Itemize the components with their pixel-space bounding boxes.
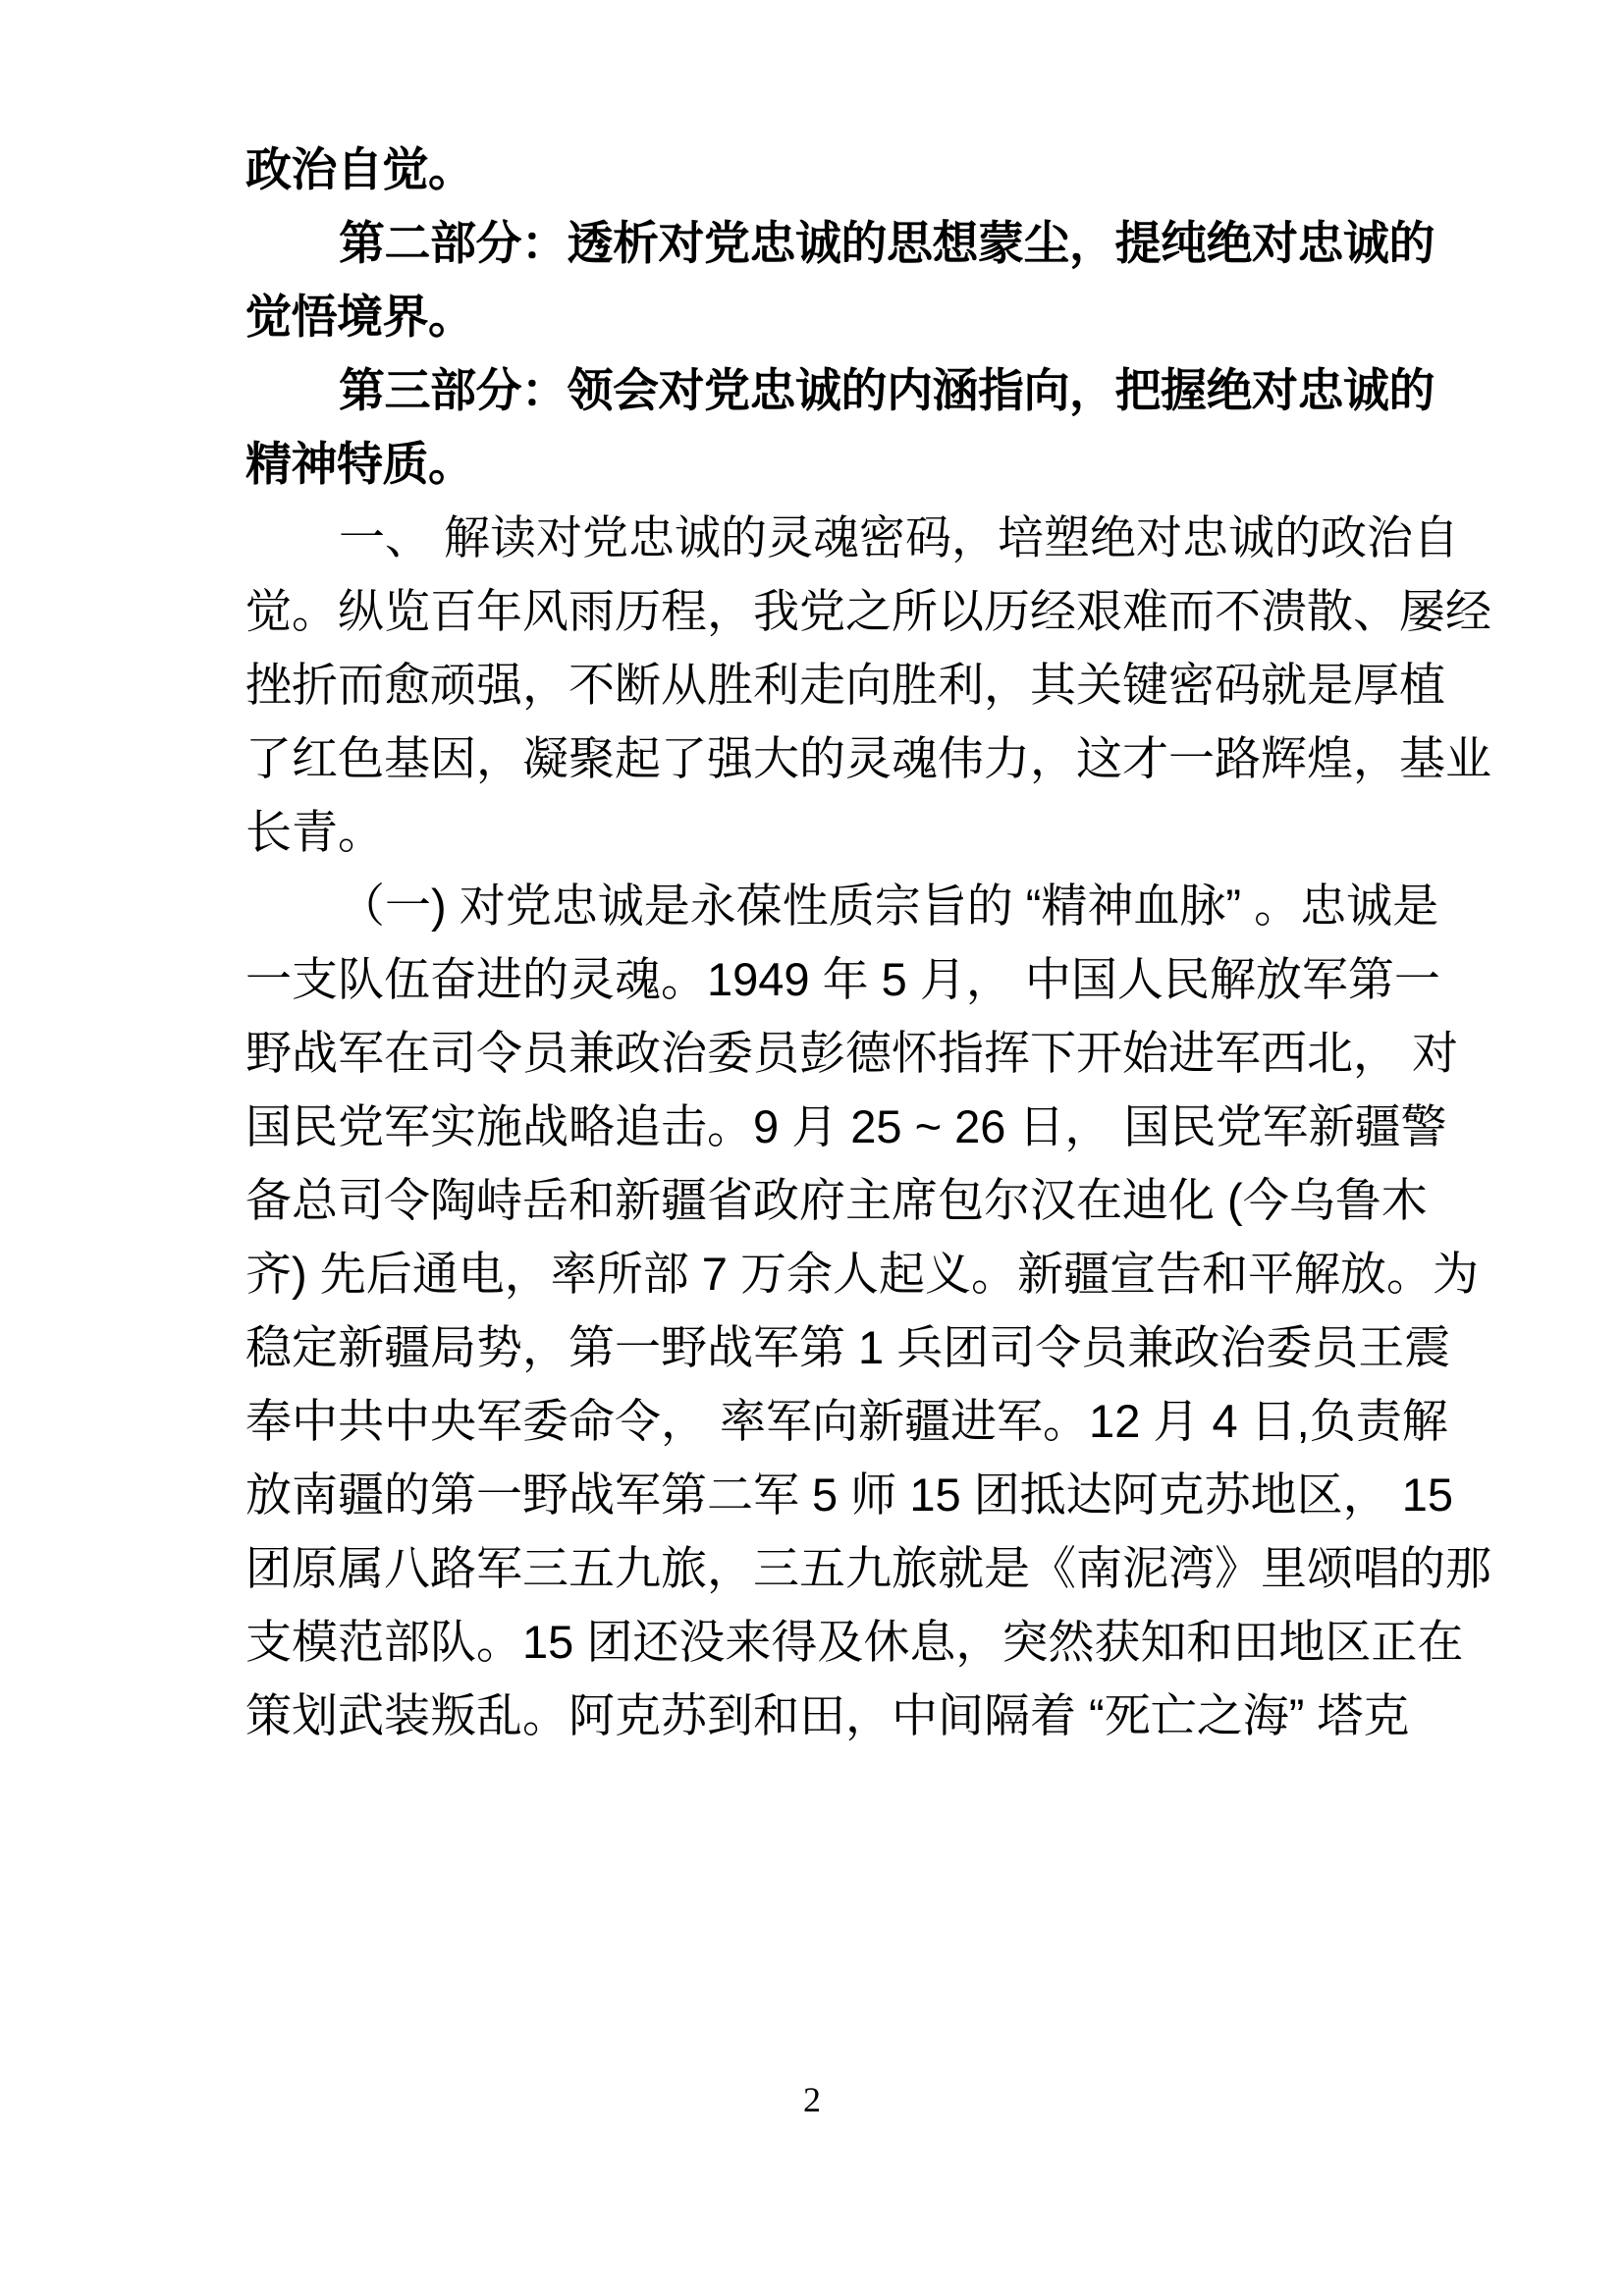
page-number: 2 xyxy=(803,2080,821,2119)
heading-line: 第三部分：领会对党忠诚的内涵指向，把握绝对忠诚的 xyxy=(339,364,1435,416)
body-line: 一支队伍奋进的灵魂。1949 年 5 月， 中国人民解放军第一 xyxy=(245,953,1440,1005)
heading-line: 第二部分：透析对党忠诚的思想蒙尘，提纯绝对忠诚的 xyxy=(339,217,1435,269)
body-line: 了红色基因，凝聚起了强大的灵魂伟力，这才一路辉煌，基业 xyxy=(245,732,1491,784)
body-line: （一) 对党忠诚是永葆性质宗旨的 “精神血脉” 。忠诚是 xyxy=(339,880,1439,932)
heading-line: 精神特质。 xyxy=(245,438,474,490)
heading-line: 政治自觉。 xyxy=(245,143,474,195)
body-line: 齐) 先后通电，率所部 7 万余人起义。新疆宣告和平解放。为 xyxy=(245,1248,1479,1300)
body-line: 长青。 xyxy=(245,806,384,858)
body-line: 备总司令陶峙岳和新疆省政府主席包尔汉在迪化 (今乌鲁木 xyxy=(245,1174,1428,1226)
body-line: 一、 解读对党忠诚的灵魂密码，培塑绝对忠诚的政治自 xyxy=(339,511,1460,563)
document-body xyxy=(245,133,1491,1752)
body-line: 挫折而愈顽强，不断从胜利走向胜利，其关键密码就是厚植 xyxy=(245,659,1445,711)
body-line: 觉。纵览百年风雨历程，我党之所以历经艰难而不溃散、屡经 xyxy=(245,585,1491,637)
heading-line: 觉悟境界。 xyxy=(245,291,474,343)
body-line: 野战军在司令员兼政治委员彭德怀指挥下开始进军西北， 对 xyxy=(245,1027,1459,1079)
body-line: 策划武装叛乱。阿克苏到和田，中间隔着 “死亡之海” 塔克 xyxy=(245,1689,1410,1741)
body-line: 奉中共中央军委命令， 率军向新疆进军。12 月 4 日,负责解 xyxy=(245,1395,1448,1447)
body-line: 放南疆的第一野战军第二军 5 师 15 团抵达阿克苏地区， 15 xyxy=(245,1468,1453,1521)
body-line: 稳定新疆局势，第一野战军第 1 兵团司令员兼政治委员王震 xyxy=(245,1321,1451,1373)
body-line: 国民党军实施战略追击。9 月 25 ~ 26 日， 国民党军新疆警 xyxy=(245,1100,1447,1152)
body-line: 团原属八路军三五九旅，三五九旅就是《南泥湾》里颂唱的那 xyxy=(245,1542,1491,1594)
body-line: 支模范部队。15 团还没来得及休息，突然获知和田地区正在 xyxy=(245,1616,1464,1668)
